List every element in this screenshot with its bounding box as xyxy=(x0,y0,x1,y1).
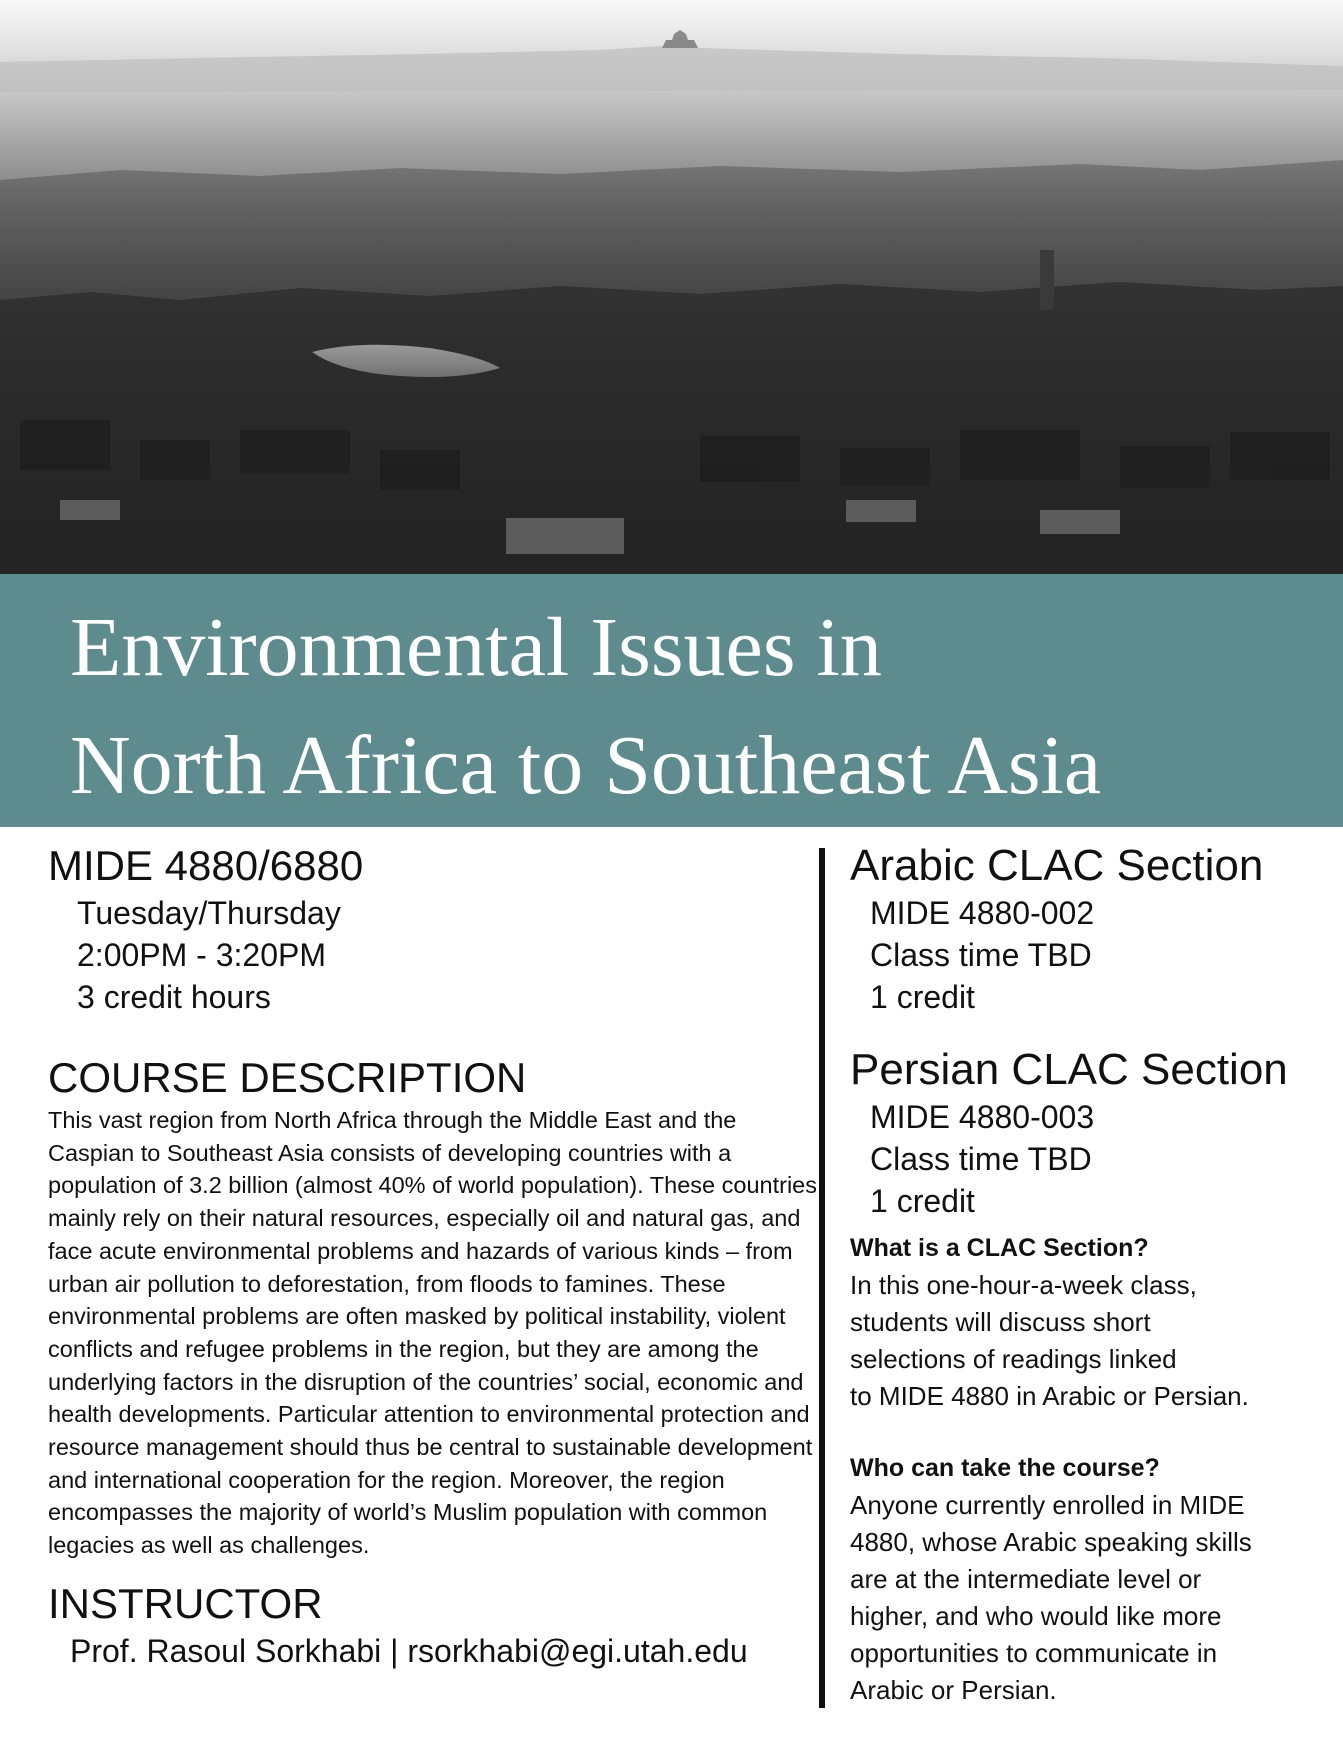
course-title-line-1: Environmental Issues in xyxy=(70,601,882,694)
faq-answer-line: students will discuss short xyxy=(850,1307,1151,1337)
faq-answer-line: are at the intermediate level or xyxy=(850,1564,1202,1594)
arabic-section-time: Class time TBD xyxy=(870,937,1092,973)
right-column xyxy=(850,840,1330,1709)
instructor-heading: INSTRUCTOR xyxy=(48,1579,323,1627)
faq-answer-line: Arabic or Persian. xyxy=(850,1675,1057,1705)
arabic-section-code: MIDE 4880-002 xyxy=(870,895,1095,931)
faq-question-who-can-take: Who can take the course? xyxy=(850,1454,1160,1482)
hero-photo-hazy-city xyxy=(0,0,1343,574)
city-skyline-graphic xyxy=(0,0,1343,574)
faq-answer-line: higher, and who would like more xyxy=(850,1601,1222,1631)
course-title-line-2: North Africa to Southeast Asia xyxy=(70,719,1102,812)
column-divider xyxy=(819,848,825,1708)
persian-section-time: Class time TBD xyxy=(870,1141,1092,1177)
course-credits: 3 credit hours xyxy=(77,979,271,1015)
faq-answer-line: 4880, whose Arabic speaking skills xyxy=(850,1527,1252,1557)
course-code: MIDE 4880/6880 xyxy=(48,842,364,889)
faq-answer-line: selections of readings linked xyxy=(850,1344,1177,1374)
faq-answer-line: Anyone currently enrolled in MIDE xyxy=(850,1490,1245,1520)
faq-answer-line: to MIDE 4880 in Arabic or Persian. xyxy=(850,1381,1249,1411)
course-description-heading: COURSE DESCRIPTION xyxy=(48,1054,527,1101)
faq-question-what-is-clac: What is a CLAC Section? xyxy=(850,1234,1149,1262)
faq-answer-who-can-take xyxy=(850,1487,1330,1709)
persian-section-credit: 1 credit xyxy=(870,1183,975,1219)
persian-section-title: Persian CLAC Section xyxy=(850,1045,1288,1094)
faq-answer-line: In this one-hour-a-week class, xyxy=(850,1270,1197,1300)
arabic-section-title: Arabic CLAC Section xyxy=(850,841,1264,890)
faq-answer-what-is-clac xyxy=(850,1267,1330,1415)
left-column xyxy=(48,840,818,1672)
persian-section-code: MIDE 4880-003 xyxy=(870,1099,1095,1135)
course-description-text: This vast region from North Africa through the Middle East and the Caspian to Southeast Asia consists of developing countries with a population of 3.2 billion (almost 40% of world population). These countries mainly rely on their natural resources, especially oil and natural gas, and face acute environmental problems and hazards of various kinds – from urban air pollution to deforestation, from floods to famines. These environmental problems are often masked by political instability, violent conflicts and refugee problems in the region, but they are among the underlying factors in the disruption of the countries’ social, economic and health developments. Particular attention to environmental protection and resource management should thus be central to sustainable development and international cooperation for the region. Moreover, the region encompasses the majority of world’s Muslim population with common legacies as well as challenges. xyxy=(48,1107,817,1559)
arabic-section-credit: 1 credit xyxy=(870,979,975,1015)
instructor-info: Prof. Rasoul Sorkhabi | rsorkhabi@egi.utah.edu xyxy=(70,1632,748,1669)
faq-answer-line: opportunities to communicate in xyxy=(850,1638,1218,1668)
course-days: Tuesday/Thursday xyxy=(77,895,341,931)
course-time: 2:00PM - 3:20PM xyxy=(77,937,326,973)
